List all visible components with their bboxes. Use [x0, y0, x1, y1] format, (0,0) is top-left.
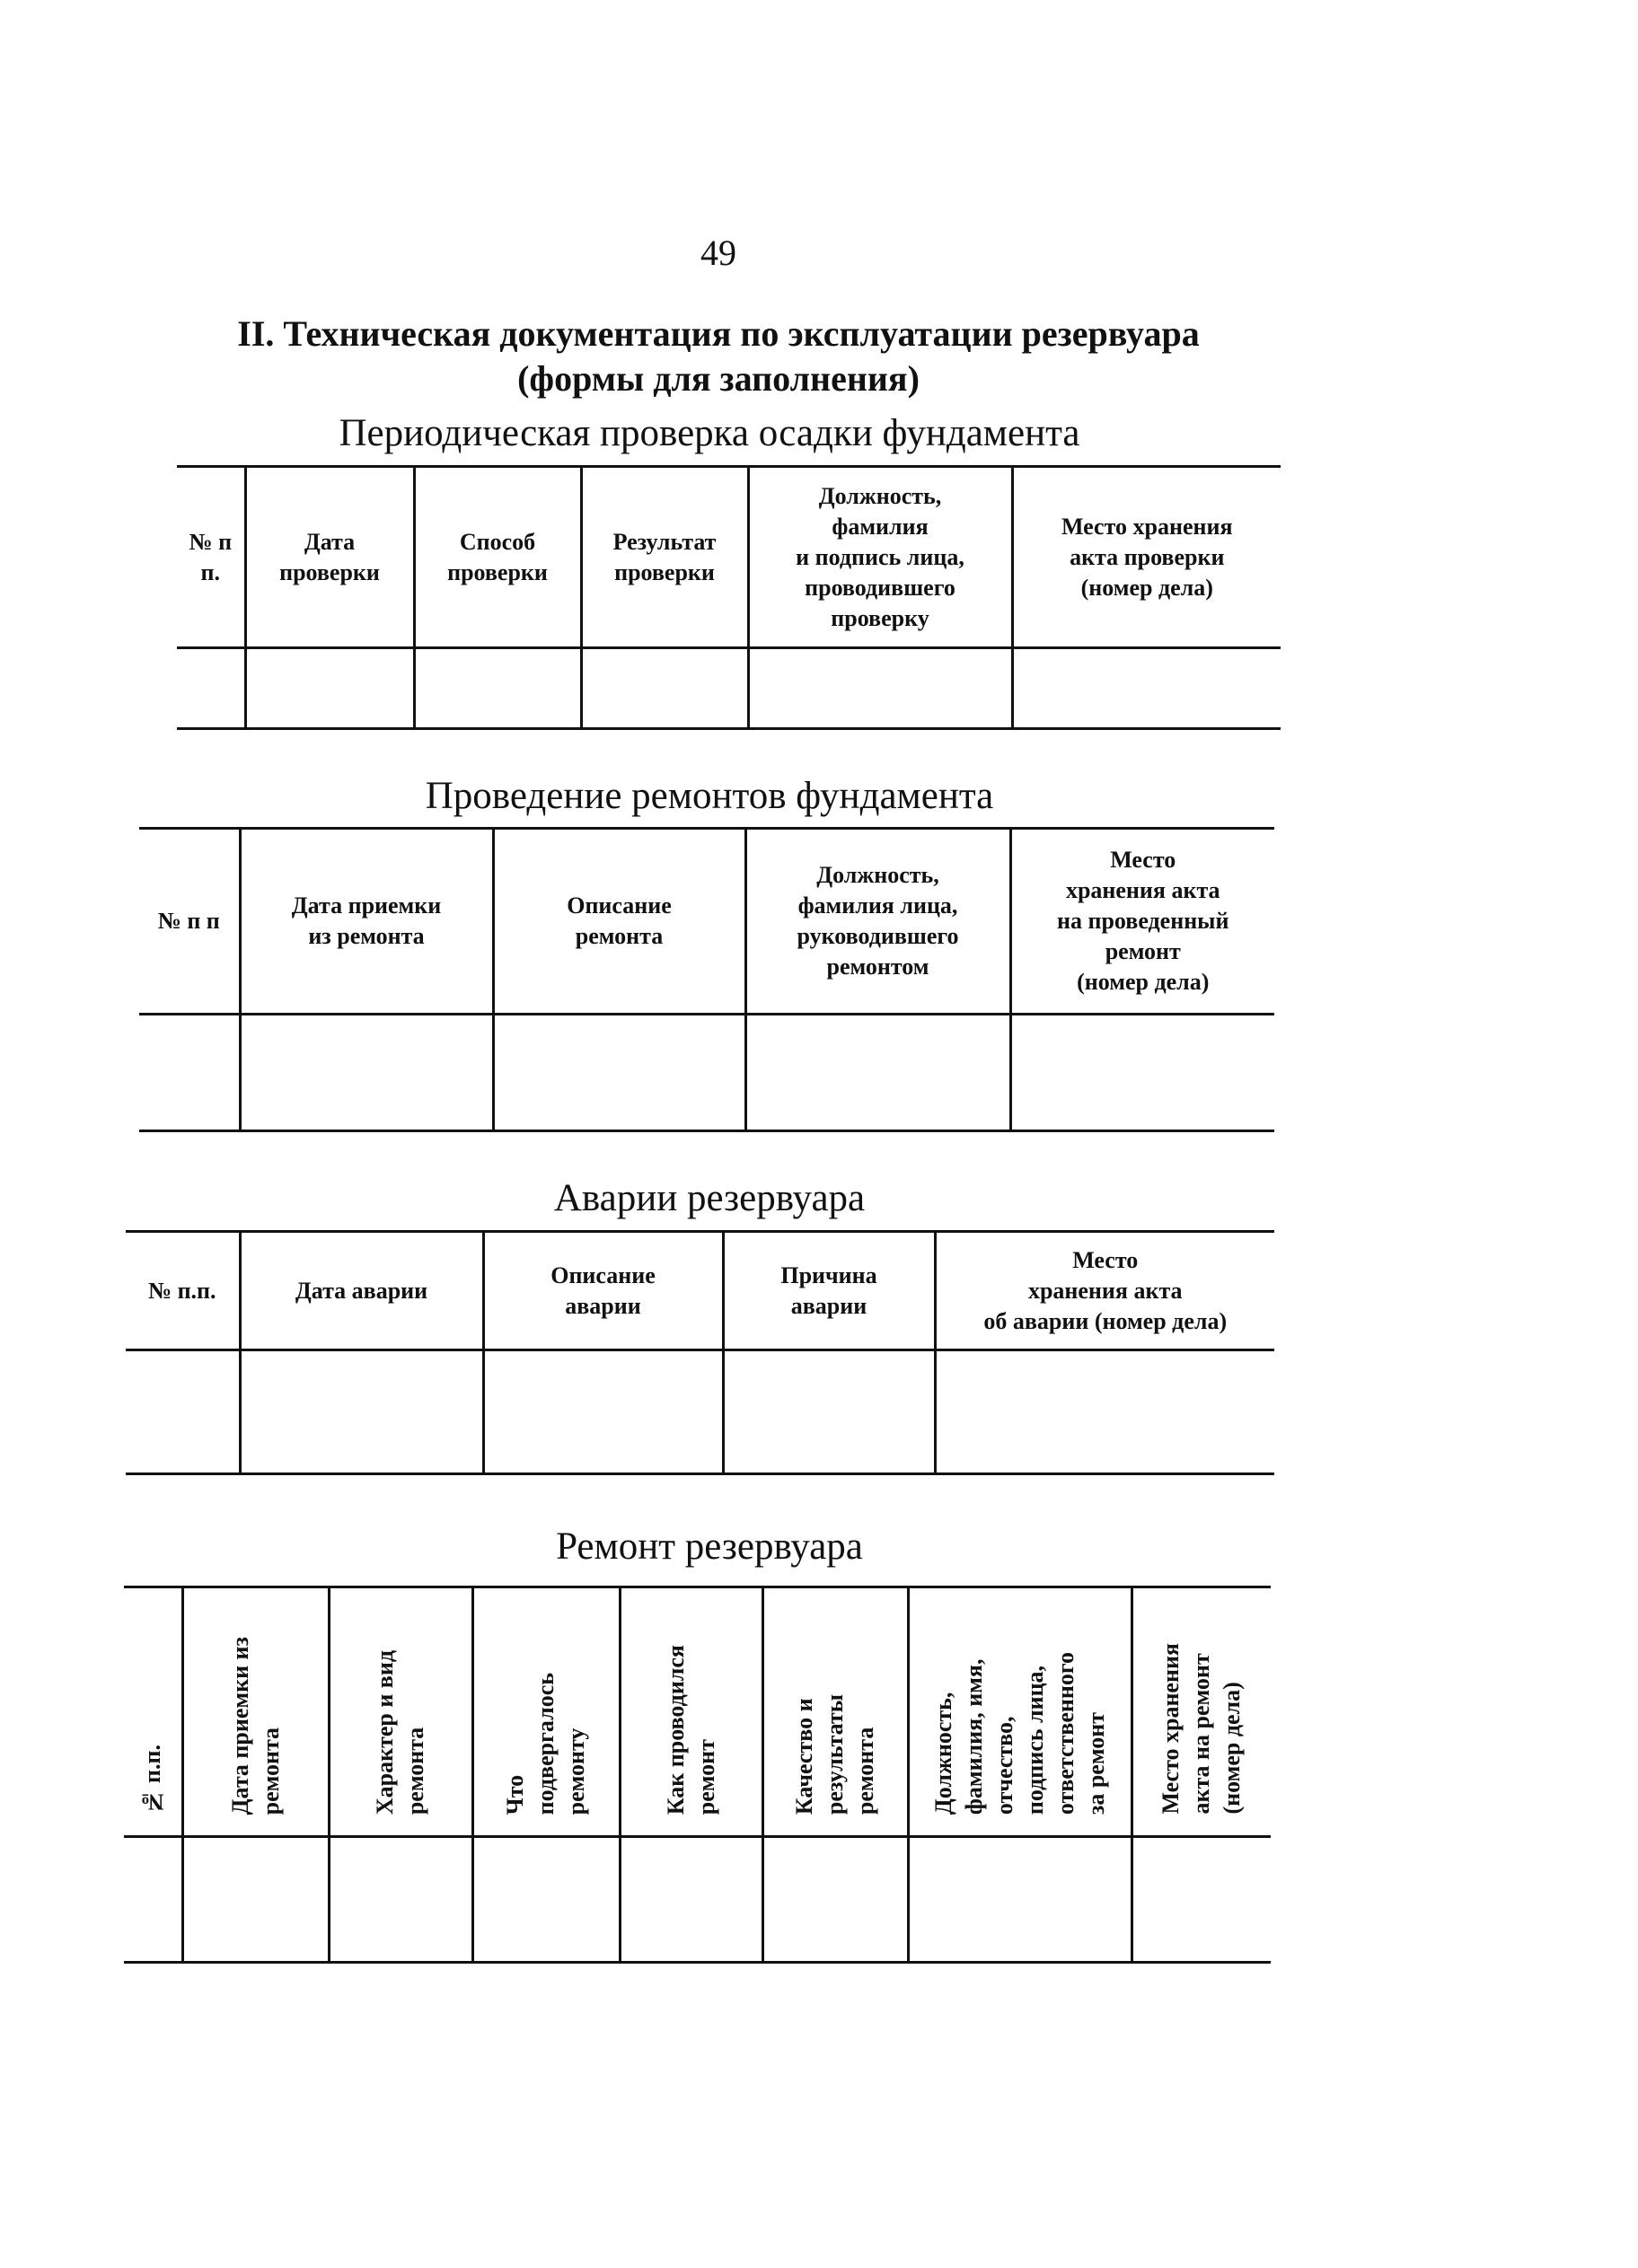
header-text-line: Должность,: [816, 862, 939, 888]
header-text-line: Дата приемки: [291, 892, 442, 919]
header-text-line: Место хранения: [1061, 513, 1233, 540]
section-title-accidents: Аварии резервуара: [553, 1177, 866, 1219]
header-text-line: ремонт: [692, 1738, 719, 1815]
foundation-repair-table: [139, 827, 1274, 1132]
header-acceptance-date: [182, 1587, 329, 1837]
header-text-line: ремонта: [402, 1727, 428, 1815]
header-text-line: (номер дела): [1219, 1682, 1246, 1815]
cell-acceptance-date[interactable]: [240, 1015, 493, 1131]
header-responsible-person: [908, 1587, 1132, 1837]
foundation-check-table: [177, 465, 1281, 730]
header-text-line: за ремонт: [1082, 1711, 1109, 1815]
table-row: [126, 1350, 1274, 1474]
header-text-line: № п п: [157, 908, 220, 934]
header-repair-description: [493, 829, 745, 1015]
cell-number[interactable]: [124, 1837, 182, 1963]
header-check-method: [414, 467, 581, 648]
cell-number[interactable]: [139, 1015, 240, 1131]
header-text-line: отчество,: [991, 1716, 1017, 1815]
header-text-line: подпись лица,: [1021, 1665, 1048, 1815]
header-repaired-object: [472, 1587, 620, 1837]
header-accident-description: [483, 1232, 723, 1350]
header-text-line: аварии: [565, 1292, 641, 1319]
cell-repair-description[interactable]: [493, 1015, 745, 1131]
cell-check-result[interactable]: [581, 648, 748, 729]
cell-acceptance-date[interactable]: [182, 1837, 329, 1963]
cell-supervisor[interactable]: [745, 1015, 1010, 1131]
cell-check-date[interactable]: [245, 648, 414, 729]
header-text-line: ремонту: [563, 1727, 589, 1815]
header-text-line: фамилия: [832, 513, 929, 540]
header-text-line: № п п.: [189, 528, 233, 585]
header-accident-cause: [723, 1232, 935, 1350]
cell-repair-type[interactable]: [329, 1837, 472, 1963]
header-text-line: Характер и вид: [372, 1649, 398, 1815]
header-text-line: Дата аварии: [295, 1277, 428, 1304]
cell-responsible-person[interactable]: [908, 1837, 1132, 1963]
header-number: [126, 1232, 240, 1350]
document-heading: II. Техническая документация по эксплуатации резервуара: [237, 313, 1200, 354]
cell-accident-date[interactable]: [240, 1350, 483, 1474]
header-text-line: Описание: [567, 892, 672, 919]
header-text-line: Качество и: [791, 1698, 817, 1815]
header-text-line: Причина: [780, 1261, 877, 1288]
cell-number[interactable]: [177, 648, 245, 729]
header-acceptance-date: [240, 829, 493, 1015]
cell-repair-method[interactable]: [620, 1837, 762, 1963]
cell-act-storage[interactable]: [1012, 648, 1281, 729]
header-text-line: ответственного: [1052, 1651, 1079, 1815]
header-text-line: хранения акта: [1027, 1277, 1183, 1304]
header-text-line: аварии: [790, 1292, 867, 1319]
header-text-line: № п.п.: [138, 1744, 165, 1815]
header-act-storage: [1012, 467, 1281, 648]
cell-accident-description[interactable]: [483, 1350, 723, 1474]
cell-repair-quality[interactable]: [762, 1837, 908, 1963]
header-text-line: проверки: [447, 558, 548, 585]
header-text-line: Место: [1072, 1246, 1139, 1273]
section-title-foundation-check: Периодическая проверка осадки фундамента: [339, 412, 1080, 454]
header-text-line: результаты: [822, 1693, 848, 1815]
header-text-line: хранения акта: [1065, 877, 1220, 903]
header-text-line: № п.п.: [147, 1277, 216, 1304]
header-repair-quality: [762, 1587, 908, 1837]
header-text-line: подвергалось: [533, 1672, 559, 1815]
header-supervisor: [745, 829, 1010, 1015]
header-text-line: проверки: [614, 558, 715, 585]
cell-act-storage[interactable]: [1132, 1837, 1271, 1963]
header-check-result: [581, 467, 748, 648]
header-text-line: и подпись лица,: [796, 543, 964, 570]
header-text-line: Способ: [459, 528, 536, 555]
header-text-line: Должность,: [929, 1692, 956, 1815]
cell-inspector[interactable]: [748, 648, 1012, 729]
header-text-line: Дата приемки из: [226, 1636, 253, 1815]
header-text-line: ремонта: [852, 1727, 878, 1815]
header-text-line: Что: [502, 1774, 528, 1815]
header-text-line: руководившего: [797, 923, 959, 949]
header-text-line: акта проверки: [1070, 543, 1225, 570]
header-act-storage: [1132, 1587, 1271, 1837]
tank-repair-table: [124, 1586, 1271, 1964]
header-check-date: [245, 467, 414, 648]
cell-act-storage[interactable]: [1010, 1015, 1274, 1131]
header-text-line: ремонтом: [826, 954, 929, 980]
header-text-line: Должность,: [818, 482, 942, 509]
header-text-line: ремонта: [257, 1727, 284, 1815]
header-text-line: (номер дела): [1080, 574, 1213, 601]
header-text-line: ремонт: [1105, 938, 1181, 964]
header-act-storage: [935, 1232, 1274, 1350]
header-text-line: Дата: [304, 528, 356, 555]
page-number: 49: [700, 233, 736, 273]
header-text-line: Место хранения: [1158, 1643, 1184, 1815]
header-text-line: Как проводился: [662, 1644, 689, 1815]
header-inspector: [748, 467, 1012, 648]
document-subheading: (формы для заполнения): [517, 358, 920, 399]
cell-check-method[interactable]: [414, 648, 581, 729]
header-text-line: акта на ремонт: [1188, 1653, 1215, 1815]
header-number: [177, 467, 245, 648]
table-row: [139, 1015, 1274, 1131]
cell-act-storage[interactable]: [935, 1350, 1274, 1474]
header-text-line: проверку: [831, 604, 929, 631]
section-title-tank-repair: Ремонт резервуара: [556, 1525, 863, 1568]
header-text-line: на проведенный: [1057, 908, 1229, 934]
cell-repaired-object[interactable]: [472, 1837, 620, 1963]
header-text-line: Место: [1110, 847, 1176, 873]
header-act-storage: [1010, 829, 1274, 1015]
header-text-line: (номер дела): [1077, 969, 1210, 995]
header-text-line: из ремонта: [308, 923, 425, 949]
accidents-table: [126, 1230, 1274, 1475]
cell-number[interactable]: [126, 1350, 240, 1474]
header-repair-method: [620, 1587, 762, 1837]
header-text-line: об аварии (номер дела): [983, 1307, 1228, 1334]
header-text-line: фамилия лица,: [797, 892, 958, 919]
cell-accident-cause[interactable]: [723, 1350, 935, 1474]
header-number: [139, 829, 240, 1015]
header-text-line: проводившего: [805, 574, 956, 601]
table-row: [124, 1837, 1271, 1963]
header-repair-type: [329, 1587, 472, 1837]
header-text-line: ремонта: [575, 923, 664, 949]
table-row: [177, 648, 1281, 729]
header-text-line: проверки: [279, 558, 380, 585]
header-accident-date: [240, 1232, 483, 1350]
header-text-line: Результат: [612, 528, 717, 555]
header-text-line: Описание: [550, 1261, 656, 1288]
header-text-line: фамилия, имя,: [960, 1658, 987, 1815]
header-number: [124, 1587, 182, 1837]
section-title-foundation-repair: Проведение ремонтов фундамента: [425, 775, 994, 817]
